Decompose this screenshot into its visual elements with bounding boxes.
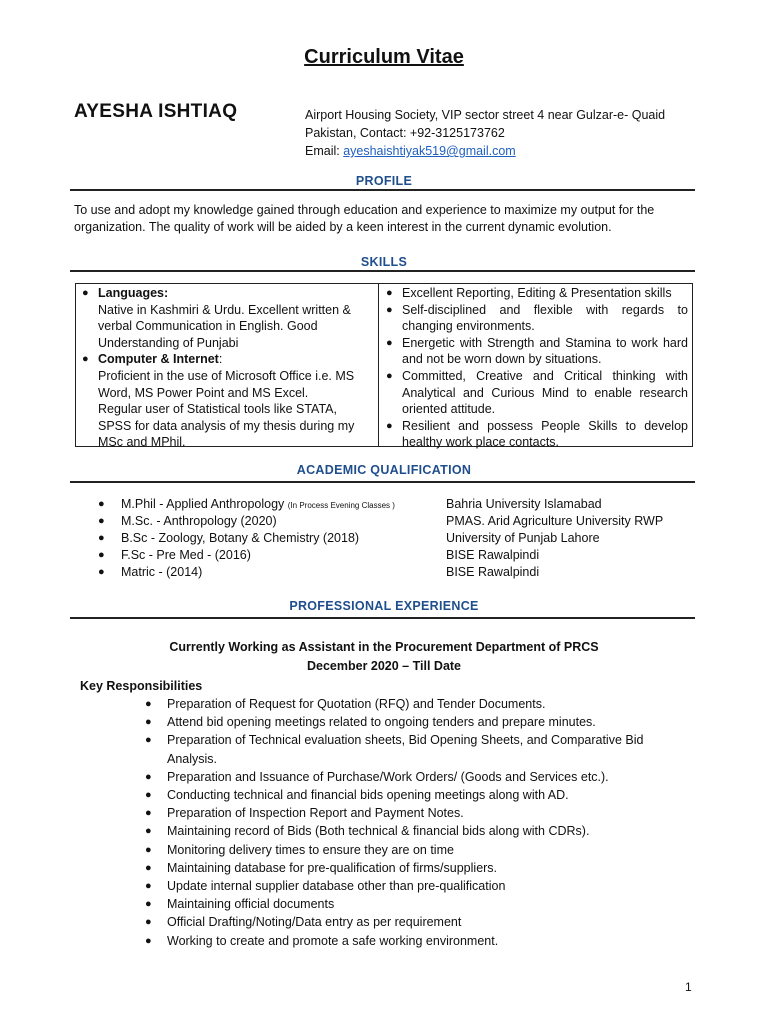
skills-rule [70, 270, 695, 272]
bullet-icon: ● [98, 498, 105, 510]
experience-rule [70, 617, 695, 619]
computer-label-suffix: : [218, 352, 223, 367]
degree-note: (In Process Evening Classes ) [287, 501, 395, 510]
institution: University of Punjab Lahore [446, 531, 600, 545]
list-item [145, 913, 685, 931]
list-item [145, 859, 685, 877]
list-item-text: Monitoring delivery times to ensure they are on time [167, 842, 454, 857]
position-period: December 2020 – Till Date [306, 659, 462, 673]
bullet-icon: ● [145, 898, 152, 911]
degree-text: M.Phil - Applied Anthropology [121, 497, 288, 511]
list-item [145, 932, 685, 950]
bullet-icon: ● [82, 287, 89, 299]
email-link[interactable]: ayeshaishtiyak519@gmail.com [343, 144, 516, 158]
bullet-icon: ● [145, 698, 152, 710]
bullet-icon: ● [145, 916, 152, 929]
skill-item-text: Committed, Creative and Critical thinking with Analytical and Curious Mind to enable research oriented attitude. [402, 368, 688, 417]
list-item-text: Preparation of Request for Quotation (RFQ) and Tender Documents. [167, 697, 546, 711]
list-item [145, 731, 685, 767]
academic-row [98, 496, 698, 513]
profile-text: To use and adopt my knowledge gained through education and experience to maximize my output for the organization. The quality of work will be aided by a keen interest in the current dynamic evolution. [74, 203, 655, 234]
skill-item [384, 302, 688, 335]
computer-label-line [98, 351, 372, 368]
degree: B.Sc - Zoology, Botany & Chemistry (2018) [121, 531, 360, 545]
list-item-text: Preparation of Inspection Report and Payment Notes. [167, 806, 464, 821]
contact-block [305, 106, 665, 160]
list-item [145, 713, 685, 731]
bullet-icon: ● [145, 789, 152, 802]
bullet-icon: ● [145, 770, 152, 783]
list-item-text: Official Drafting/Noting/Data entry as per requirement [167, 915, 462, 930]
skills-heading: SKILLS [360, 255, 408, 269]
experience-heading: PROFESSIONAL EXPERIENCE [289, 599, 479, 613]
degree: F.Sc - Pre Med - (2016) [121, 548, 251, 562]
candidate-name: AYESHA ISHTIAQ [74, 101, 238, 122]
page-number: 1 [685, 980, 692, 994]
position-title: Currently Working as Assistant in the Procurement Department of PRCS [169, 640, 599, 654]
bullet-icon: ● [145, 825, 152, 838]
degree: Matric - (2014) [121, 565, 203, 579]
bullet-icon: ● [145, 934, 152, 947]
skills-table [75, 283, 693, 450]
list-item [145, 804, 685, 822]
skill-item-text: Resilient and possess People Skills to develop healthy work place contacts. [402, 418, 688, 450]
academic-row [98, 547, 698, 564]
list-item-text: Update internal supplier database other than pre-qualification [167, 879, 506, 894]
skill-item-text: Energetic with Strength and Stamina to work hard and not be worn down by situations. [402, 335, 688, 367]
list-item-text: Preparation of Technical evaluation sheets, Bid Opening Sheets, and Comparative Bid Analysis. [167, 733, 644, 766]
bullet-icon: ● [98, 549, 105, 561]
list-item [145, 768, 685, 786]
bullet-icon: ● [386, 336, 393, 349]
bullet-icon: ● [98, 566, 105, 578]
skills-left-column [80, 285, 372, 451]
bullet-icon: ● [98, 532, 105, 544]
skill-item-text: Excellent Reporting, Editing & Presentation skills [402, 286, 672, 300]
skills-divider [378, 284, 379, 446]
academic-heading: ACADEMIC QUALIFICATION [296, 463, 472, 477]
bullet-icon: ● [98, 515, 105, 527]
list-item-text: Attend bid opening meetings related to ongoing tenders and prepare minutes. [167, 715, 596, 730]
bullet-icon: ● [386, 303, 393, 316]
responsibilities-list [145, 695, 685, 950]
institution: PMAS. Arid Agriculture University RWP [446, 514, 664, 528]
skill-computer [80, 351, 372, 451]
list-item-text: Preparation and Issuance of Purchase/Work Orders/ (Goods and Services etc.). [167, 769, 609, 784]
email-line [305, 142, 665, 160]
skill-item [384, 368, 688, 418]
address-line-2: Pakistan, Contact: +92-3125173762 [305, 126, 505, 140]
list-item [145, 895, 685, 913]
list-item-text: Working to create and promote a safe working environment. [167, 933, 499, 948]
bullet-icon: ● [386, 287, 393, 299]
list-item [145, 877, 685, 895]
list-item-text: Maintaining record of Bids (Both technical & financial bids along with CDRs). [167, 824, 590, 839]
profile-heading: PROFILE [355, 174, 413, 188]
institution: Bahria University Islamabad [446, 497, 602, 511]
skill-item [384, 418, 688, 451]
academic-row [98, 530, 698, 547]
degree [121, 496, 395, 514]
bullet-icon: ● [145, 843, 152, 856]
skill-item [384, 285, 688, 302]
bullet-icon: ● [145, 716, 152, 729]
academic-rule [70, 481, 695, 483]
degree: M.Sc. - Anthropology (2020) [121, 514, 277, 528]
computer-label: Computer & Internet [98, 352, 219, 367]
bullet-icon: ● [82, 353, 89, 366]
skill-languages [80, 285, 372, 351]
list-item-text: Maintaining official documents [167, 897, 335, 912]
bullet-icon: ● [145, 861, 152, 874]
skills-right-column [384, 285, 688, 451]
email-label: Email: [305, 144, 344, 158]
key-responsibilities-label: Key Responsibilities [80, 679, 203, 693]
academic-row [98, 564, 698, 581]
bullet-icon: ● [145, 807, 152, 820]
institution: BISE Rawalpindi [446, 565, 540, 579]
skill-item [384, 335, 688, 368]
list-item-text: Conducting technical and financial bids opening meetings along with AD. [167, 788, 569, 803]
academic-row [98, 513, 698, 530]
academic-list [98, 496, 698, 581]
skill-item-text: Self-disciplined and flexible with regards to changing environments. [402, 302, 688, 334]
profile-rule [70, 189, 695, 191]
institution: BISE Rawalpindi [446, 548, 540, 562]
computer-text-2: Regular user of Statistical tools like STATA, SPSS for data analysis of my thesis during my MSc and MPhil. [98, 402, 355, 450]
address-line-1: Airport Housing Society, VIP sector street 4 near Gulzar-e- Quaid [305, 108, 666, 122]
document-title: Curriculum Vitae [304, 46, 464, 68]
list-item [145, 695, 685, 713]
bullet-icon: ● [145, 734, 152, 747]
list-item [145, 841, 685, 859]
bullet-icon: ● [145, 880, 152, 893]
languages-label: Languages: [98, 286, 169, 300]
list-item [145, 786, 685, 804]
languages-text: Native in Kashmiri & Urdu. Excellent written & verbal Communication in English. Good Understanding of Punjabi [98, 302, 351, 350]
bullet-icon: ● [386, 369, 393, 382]
list-item [145, 822, 685, 840]
computer-text-1: Proficient in the use of Microsoft Office i.e. MS Word, MS Power Point and MS Excel. [98, 368, 355, 400]
list-item-text: Maintaining database for pre-qualification of firms/suppliers. [167, 860, 498, 875]
bullet-icon: ● [386, 419, 393, 432]
